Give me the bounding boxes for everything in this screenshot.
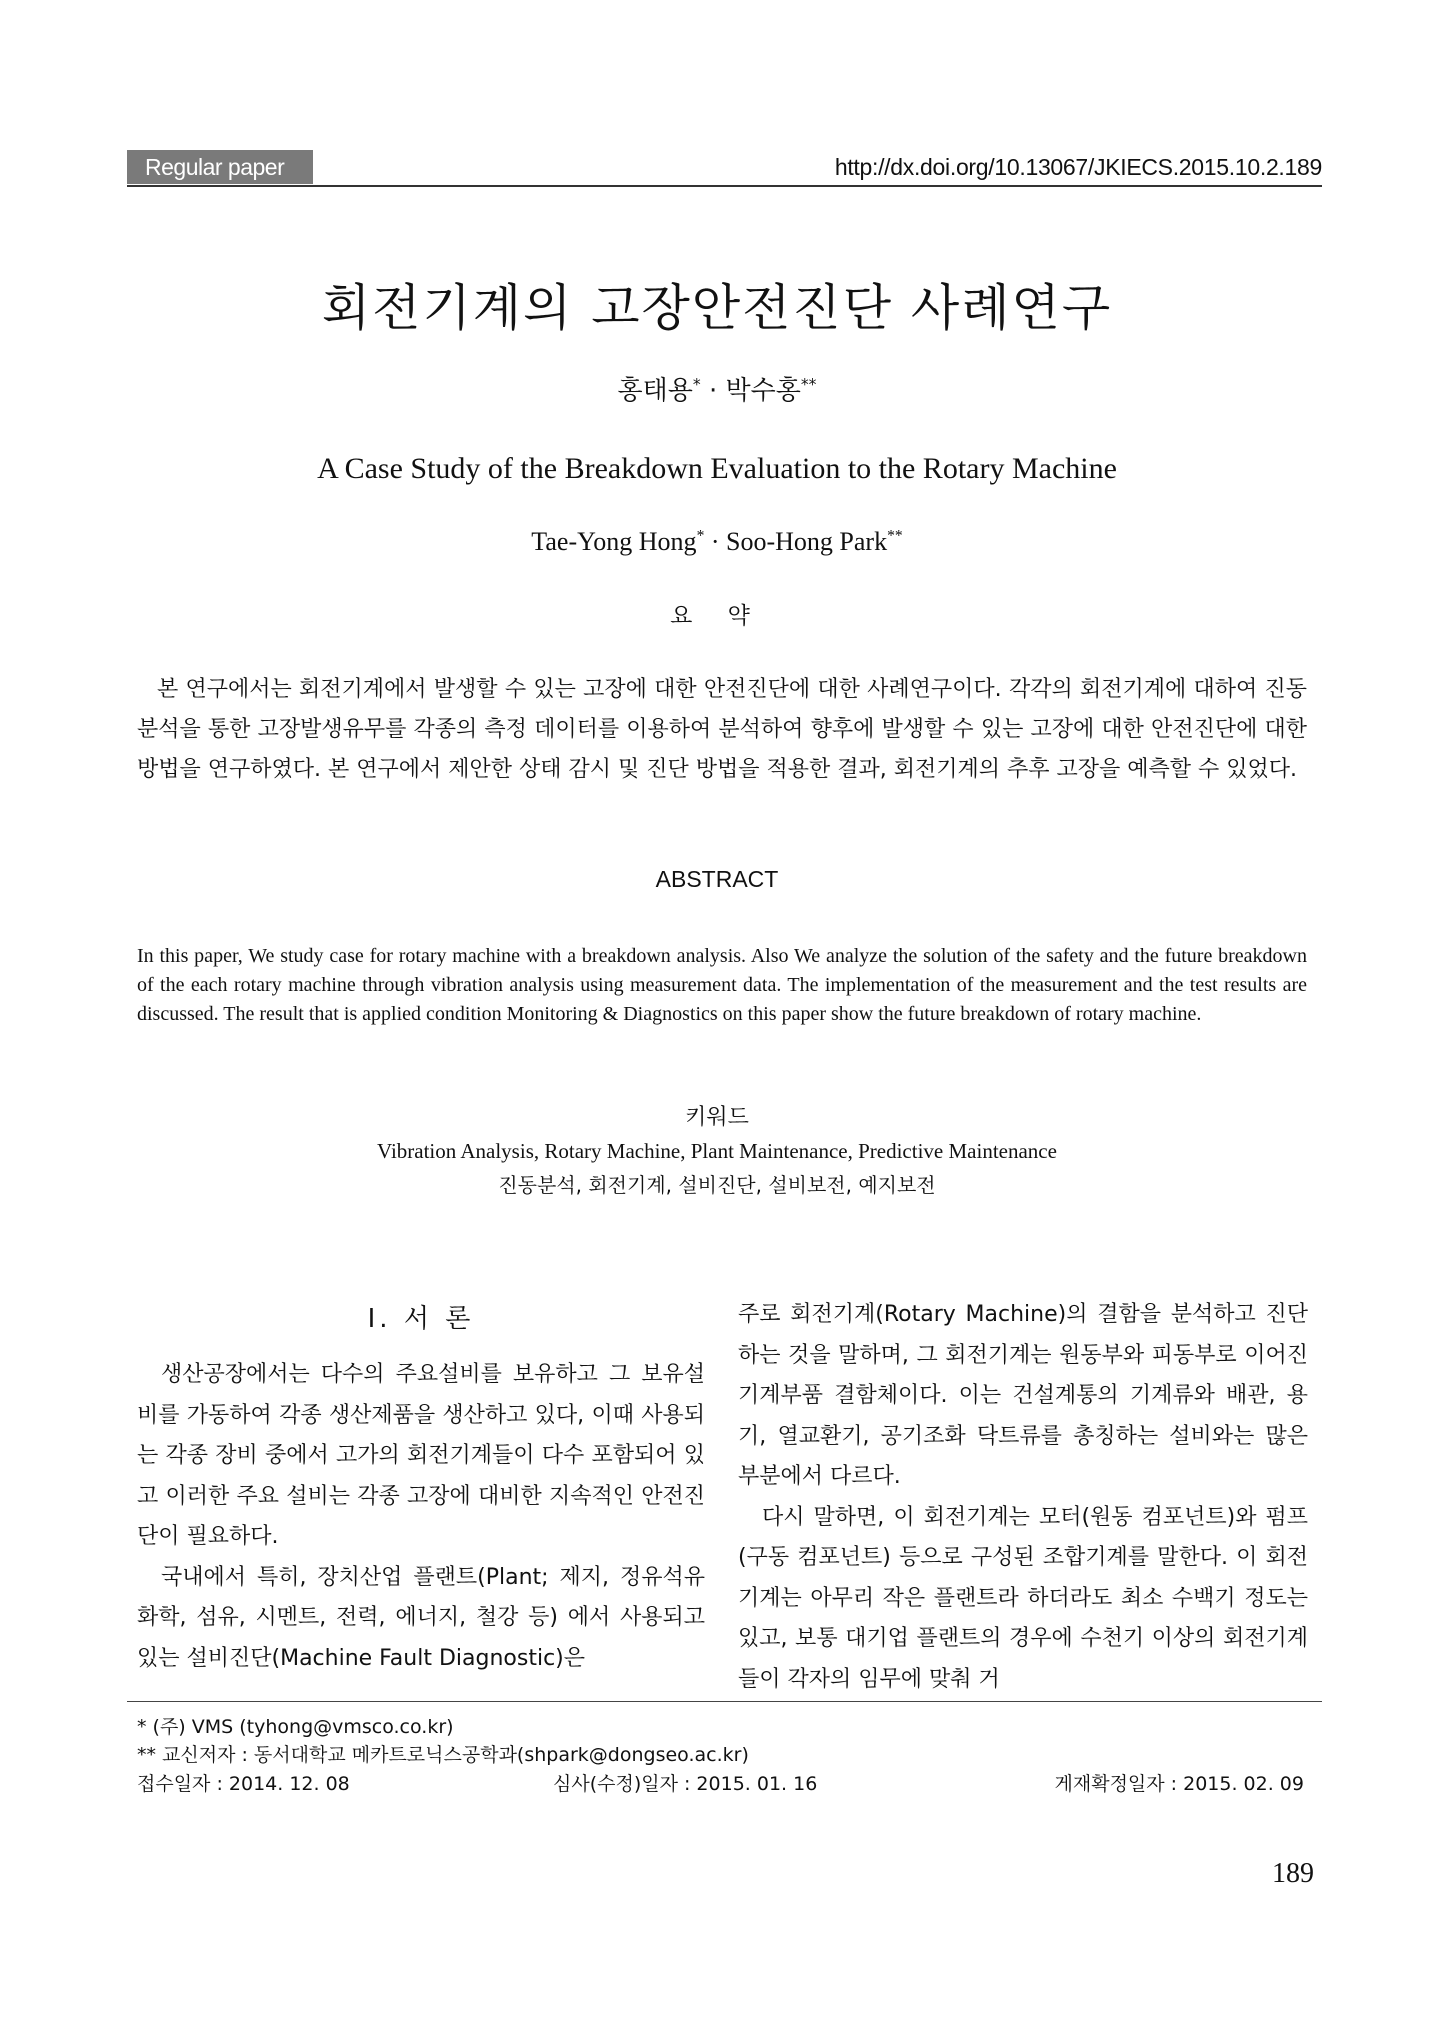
body-paragraph: 다시 말하면, 이 회전기계는 모터(원동 컴포넌트)와 펌프(구동 컴포넌트) 등으로 구성된 조합기계를 말한다. 이 회전기계는 아무리 작은 플랜트라 하더라도 최소 수백기 정도는 있고, 보통 대기업 플랜트의 경우에 수천기 이상의 회전기계들이 각자의 임무에 맞춰 거: [738, 1504, 1308, 1692]
summary-heading: 요 약: [670, 603, 764, 629]
footnote-author-2: ** 교신저자 : 동서대학교 메카트로닉스공학과(shpark@dongseo.ac.kr): [137, 1744, 749, 1766]
body-paragraph: 주로 회전기계(Rotary Machine)의 결함을 분석하고 진단하는 것을 말하며, 그 회전기계는 원동부와 피동부로 이어진 기계부품 결함체이다. 이는 건설계통의 기계류와 배관, 용기, 열교환기, 공기조화 닥트류를 총칭하는 설비와는 많은 부분에서 다르다.: [738, 1302, 1308, 1489]
author-separator: ·: [700, 376, 726, 406]
title-english: A Case Study of the Breakdown Evaluation to the Rotary Machine: [317, 452, 1117, 485]
author-2-en: Soo-Hong Park: [726, 527, 888, 556]
authors-english: [0, 527, 1434, 557]
author-1: 홍태용: [617, 376, 693, 406]
author-2-en-mark: **: [887, 527, 903, 545]
body-paragraph: 생산공장에서는 다수의 주요설비를 보유하고 그 보유설비를 가동하여 각종 생산제품을 생산하고 있다, 이때 사용되는 각종 장비 중에서 고가의 회전기계들이 다수 포함되어 있고 이러한 주요 설비는 각종 고장에 대비한 지속적인 안전진단이 필요하다.: [137, 1362, 705, 1549]
keywords-english: Vibration Analysis, Rotary Machine, Plant Maintenance, Predictive Maintenance: [377, 1139, 1057, 1163]
summary-korean: 본 연구에서는 회전기계에서 발생할 수 있는 고장에 대한 안전진단에 대한 사례연구이다. 각각의 회전기계에 대하여 진동분석을 통한 고장발생유무를 각종의 측정 데이터를 이용하여 분석하여 향후에 발생할 수 있는 고장에 대한 안전진단에 대한 방법을 연구하였다. 본 연구에서 제안한 상태 감시 및 진단 방법을 적용한 결과, 회전기계의 추후 고장을 예측할 수 있었다.: [137, 677, 1307, 782]
section-heading: Ⅰ. 서 론: [367, 1304, 475, 1334]
body-left-column: [137, 1355, 705, 1679]
doi-link[interactable]: http://dx.doi.org/10.13067/JKIECS.2015.10.2.189: [834, 154, 1322, 180]
received-date: 접수일자 : 2014. 12. 08: [137, 1773, 350, 1795]
title-korean: 회전기계의 고장안전진단 사례연구: [321, 279, 1113, 337]
footnote-divider: [127, 1701, 1322, 1702]
author-2: 박수홍: [725, 376, 801, 406]
authors-korean: [0, 370, 1434, 407]
author-2-mark: **: [800, 375, 817, 394]
footnote-author-1: * (주) VMS (tyhong@vmsco.co.kr): [137, 1716, 454, 1738]
keywords-korean: 진동분석, 회전기계, 설비진단, 설비보전, 예지보전: [498, 1173, 936, 1197]
author-1-en-mark: *: [696, 527, 705, 545]
body-right-column: [738, 1295, 1308, 1700]
body-paragraph: 국내에서 특히, 장치산업 플랜트(Plant; 제지, 정유석유화학, 섬유, 시멘트, 전력, 에너지, 철강 등) 에서 사용되고 있는 설비진단(Machine Fault Diagnostic)은: [137, 1564, 705, 1671]
abstract-heading: ABSTRACT: [655, 866, 779, 892]
keywords-heading: 키워드: [685, 1105, 749, 1130]
author-en-separator: ·: [704, 527, 727, 556]
author-1-en: Tae-Yong Hong: [531, 527, 697, 556]
revised-date: 심사(수정)일자 : 2015. 01. 16: [553, 1773, 818, 1795]
header-divider: [127, 185, 1322, 187]
accepted-date: 게재확정일자 : 2015. 02. 09: [1054, 1773, 1304, 1795]
page-number: 189: [1272, 1858, 1314, 1889]
author-1-mark: *: [692, 375, 701, 394]
abstract-english: In this paper, We study case for rotary machine with a breakdown analysis. Also We analyze the solution of the safety and the future breakdown of the each rotary machine through vibration analysis using measurement data. The implementation of the measurement and the test results are discussed. The result that is applied condition Monitoring & Diagnostics on this paper show the future breakdown of rotary machine.: [137, 945, 1307, 1025]
paper-type-badge: Regular paper: [127, 150, 313, 184]
